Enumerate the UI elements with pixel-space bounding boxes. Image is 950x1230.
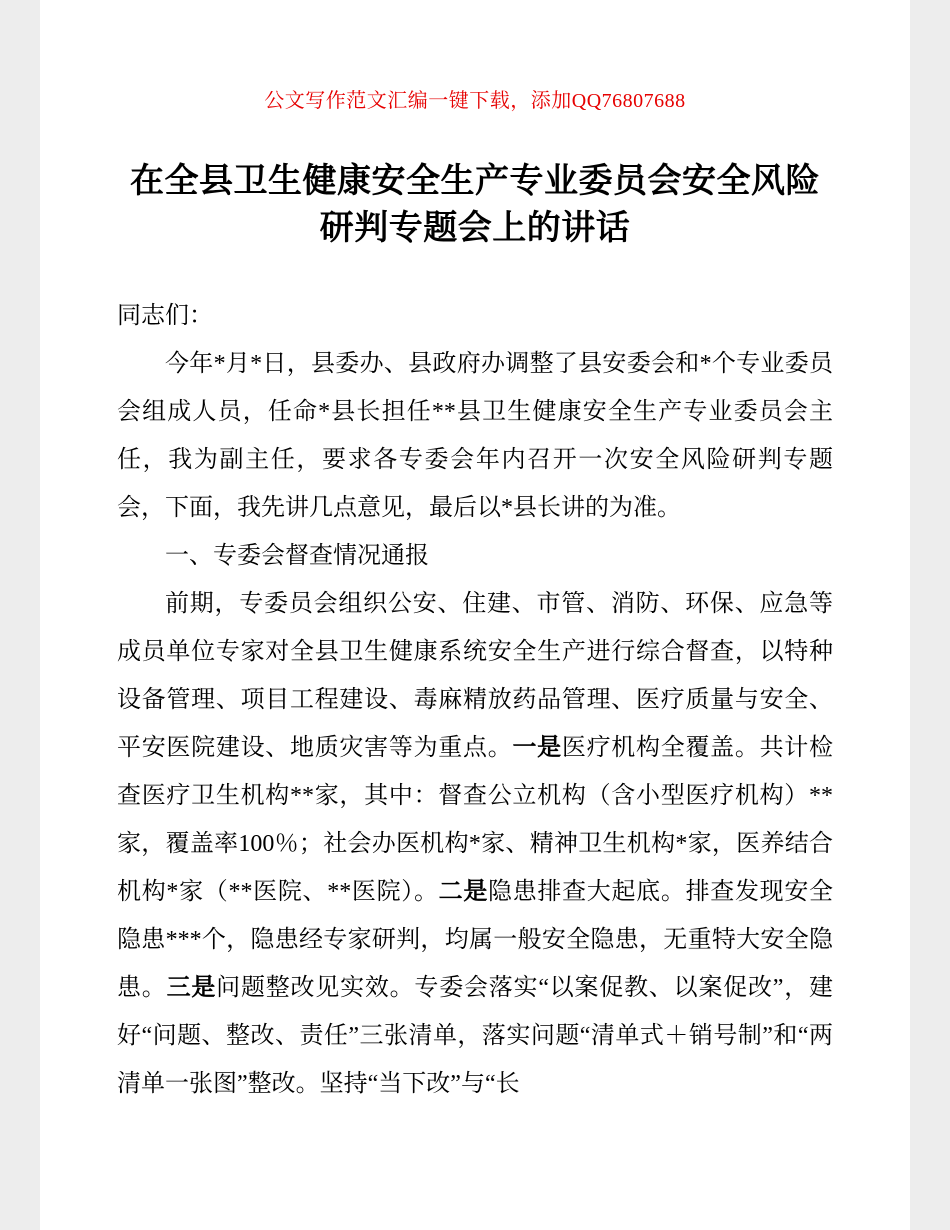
text-run: 前期，专委员会组织公安、住建、市管、消防、环保、应急等成员单位专家对全县卫生健康系统安全生产进行综合督查，以特种设备管理、项目工程建设、毒麻精放药品管理、医疗质量与安全、平安医院建设、地质灾害等为重点。 — [117, 591, 833, 761]
salutation — [117, 292, 833, 340]
paragraph-report — [117, 580, 833, 1108]
text-run: 同志们： — [117, 303, 213, 329]
text-run: 隐患排查大起底。排查发现安全隐患***个，隐患经专家研判，均属一般安全隐患，无重特大安全隐患。 — [117, 879, 834, 1001]
section-heading — [117, 532, 833, 580]
emphasis-run: 二是 — [438, 879, 489, 905]
text-run: 一、专委会督查情况通报 — [165, 543, 429, 569]
text-run: 今年*月*日，县委办、县政府办调整了县安委会和*个专业委员会组成人员，任命*县长担任**县卫生健康安全生产专业委员会主任，我为副主任，要求各专委会年内召开一次安全风险研判专题会，下面，我先讲几点意见，最后以*县长讲的为准。 — [117, 351, 833, 521]
document-page — [40, 0, 910, 1230]
document-title-line: 研判专题会上的讲话 — [319, 210, 631, 247]
emphasis-run: 三是 — [166, 975, 217, 1001]
document-title — [117, 158, 833, 252]
promo-banner: 公文写作范文汇编一键下载，添加QQ76807688 — [264, 90, 686, 112]
paragraph-intro — [117, 340, 833, 532]
text-run: 问题整改见实效。专委会落实“以案促教、以案促改”，建好“问题、整改、责任”三张清单，落实问题“清单式＋销号制”和“两清单一张图”整改。坚持“当下改”与“长 — [117, 975, 834, 1097]
document-body — [117, 292, 833, 1108]
text-run: 医疗机构全覆盖。共计检查医疗卫生机构**家，其中：督查公立机构（含小型医疗机构）**家，覆盖率100％；社会办医机构*家、精神卫生机构*家，医养结合机构*家（**医院、**医院）。 — [117, 735, 834, 905]
emphasis-run: 一是 — [512, 735, 562, 761]
document-title-line: 在全县卫生健康安全生产专业委员会安全风险 — [130, 163, 820, 200]
